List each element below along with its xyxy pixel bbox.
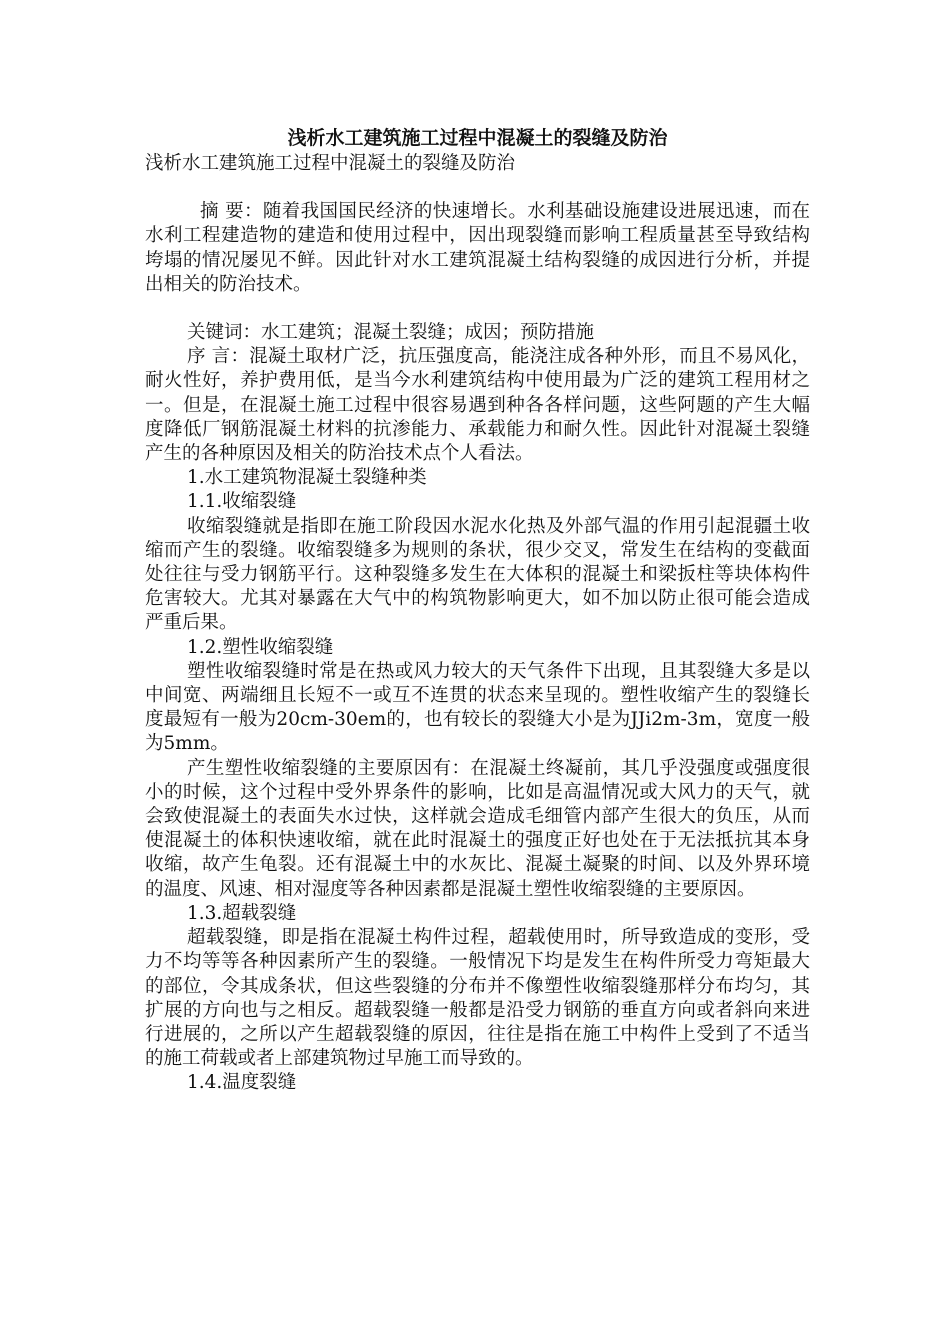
section-1-heading: 1.水工建筑物混凝土裂缝种类 [187, 467, 427, 489]
section-1-1-heading: 1.1.收缩裂缝 [187, 491, 297, 513]
abstract-paragraph: 摘 要：随着我国国民经济的快速增长。水利基础设施建设进展迅速，而在水利工程建造物的建造和使用过程中，因出现裂缝而影响工程质量甚至导致结构垮塌的情况屡见不鲜。因此针对水工建筑混凝土结构裂缝的成因进行分析，并提出相关的防治技术。 [145, 201, 810, 295]
blank-line [145, 297, 810, 321]
blank-line [145, 176, 810, 200]
document-subtitle: 浅析水工建筑施工过程中混凝土的裂缝及防治 [145, 153, 516, 174]
section-1-2-paragraph-2: 产生塑性收缩裂缝的主要原因有：在混凝土终凝前，其几乎没强度或强度很小的时候，这个过程中受外界条件的影响，比如是高温情况或大风力的天气，就会致使混凝土的表面失水过快，这样就会造成毛细管内部产生很大的负压，从而使混凝土的体积快速收缩，就在此时混凝土的强度正好也处在于无法抵抗其本身收缩，故产生龟裂。还有混凝土中的水灰比、混凝土凝聚的时间、以及外界环境的温度、风速、相对湿度等各种因素都是混凝土塑性收缩裂缝的主要原因。 [145, 757, 810, 900]
keywords-line: 关键词：水工建筑；混凝土裂缝；成因；预防措施 [187, 322, 595, 344]
section-1-1-paragraph: 收缩裂缝就是指即在施工阶段因水泥水化热及外部气温的作用引起混疆土收缩而产生的裂缝。收缩裂缝多为规则的条状，很少交叉，常发生在结构的变截面处往往与受力钢筋平行。这种裂缝多发生在大体积的混凝土和梁扳柱等块体构件危害较大。尤其对暴露在大气中的构筑物影响更大，如不加以防止很可能会造成严重后果。 [145, 515, 810, 634]
document-title: 浅析水工建筑施工过程中混凝土的裂缝及防治 [287, 127, 668, 149]
section-1-3-heading: 1.3.超载裂缝 [187, 902, 297, 924]
section-1-3-paragraph: 超载裂缝，即是指在混凝土构件过程，超载使用时，所导致造成的变形，受力不均等等各种因素所产生的裂缝。一般情况下均是发生在构件所受力弯矩最大的部位，令其成条状，但这些裂缝的分布并不像塑性收缩裂缝那样分布均匀，其扩展的方向也与之相反。超载裂缝一般都是沿受力钢筋的垂直方向或者斜向来进行进展的，之所以产生超载裂缝的原因，往往是指在施工中构件上受到了不适当的施工荷载或者上部建筑物过早施工而导致的。 [145, 927, 810, 1070]
section-1-2-heading: 1.2.塑性收缩裂缝 [187, 636, 334, 658]
preface-paragraph: 序 言：混凝土取材广泛，抗压强度高，能浇注成各种外形，而且不易风化，耐火性好，养护费用低，是当今水利建筑结构中使用最为广泛的建筑工程用材之一。但是，在混凝土施工过程中很容易遇到种各各样问题，这些阿题的产生大幅度降低厂钢筋混凝土材料的抗渗能力、承载能力和耐久性。因此针对混凝土裂缝产生的各种原因及相关的防治技术点个人看法。 [145, 346, 810, 465]
document-page [145, 118, 810, 1096]
section-1-2-paragraph-1: 塑性收缩裂缝时常是在热或风力较大的天气条件下出现，且其裂缝大多是以中间宽、两端细且长短不一或互不连贯的状态来呈现的。塑性收缩产生的裂缝长度最短有一般为20cm-30em的，也有较长的裂缝大小是为JJi2m-3m，宽度一般为5mm。 [145, 660, 810, 755]
section-1-4-heading: 1.4.温度裂缝 [187, 1072, 297, 1094]
